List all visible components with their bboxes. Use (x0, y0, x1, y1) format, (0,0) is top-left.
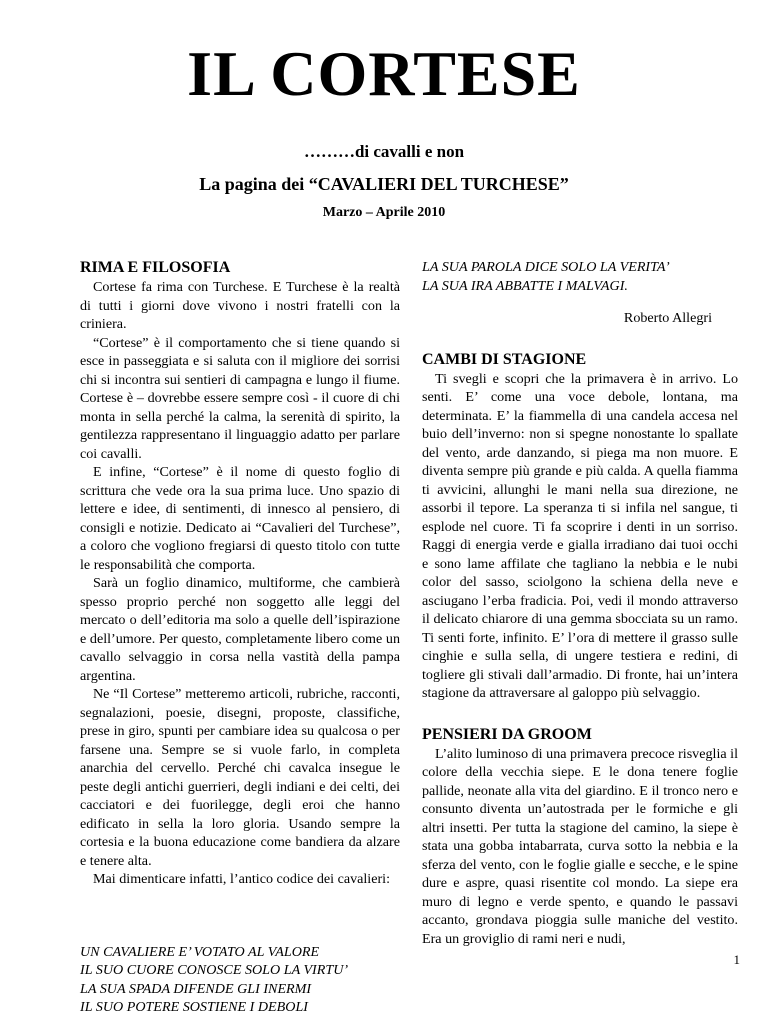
spacer (422, 703, 738, 725)
paragraph: E infine, “Cortese” è il nome di questo foglio di scrittura che vede ora la sua prima luce. Uno spazio di lettere e idee, di sentimenti, di innesco al pensiero, di consigli e notizie. Dedicato ai “Cavalieri del Turchese”, a coloro che vogliono fregiarsi di questo titolo con tutte le responsabilità che comporta. (80, 464, 400, 573)
knight-code-poem (80, 943, 400, 1017)
right-column (422, 258, 738, 948)
poem-line: IL SUO CUORE CONOSCE SOLO LA VIRTU’ (80, 962, 349, 978)
tagline: ………di cavalli e non (303, 142, 465, 161)
paragraph: L’alito luminoso di una primavera precoce risveglia il colore della vecchia siepe. E le dona tenere foglie pallide, neonate alla vita del giardino. E il tronco nero e consunto diventa un’autostrada per le formiche e gli altri insetti. Per tutta la stagione del camino, la siepe è stata una gobba intabarrata, curva sotto la nebbia e la sferza del vento, con le foglie gialle e secche, e le spine dure e aspre, quasi risentite col mondo. La siepe era muro di legno e verde spento, e quando le passavi accanto, grondava pioggia sulle maniche del vestito. Era un groviglio di rami neri e nudi, (422, 745, 738, 947)
paragraph: Sarà un foglio dinamico, multiforme, che cambierà spesso proprio perché non soggetto alle leggi del mercato o dell’editoria ma solo a quelle dell’ispirazione e dell’umore. Per questo, completamente libero come un cavallo selvaggio in corsa nella vastità della pampa argentina. (80, 575, 400, 684)
newsletter-title: IL CORTESE (187, 38, 581, 109)
page-number: 1 (733, 952, 740, 967)
poem-line: LA SUA SPADA DIFENDE GLI INERMI (80, 980, 312, 997)
poem-line: LA SUA IRA ABBATTE I MALVAGI. (422, 277, 628, 294)
author-signature: Roberto Allegri (623, 310, 712, 326)
paragraph: Ti svegli e scopri che la primavera è in arrivo. Lo senti. E’ come una voce debole, lontana, ma determinata. E’ la fiammella di una candela accesa nel buio dell’inverno: non si spegne nonostante lo spallate del vento, arde danzando, si piega ma non muore. E diventa sempre più grande e più calda. A quella fiamma ti avvicini, allunghi le mani nella sua direzione, ne assorbi il tepore. La speranza ti si infila nel sangue, ti esplode nel cuore. Ti fa scoprire i denti in un sorriso. Raggi di energia verde e gialla irradiano dai tuoi occhi e sono lame affilate che tagliano la nebbia e le nubi color del sasso, sciolgono la schiena della neve e asciugano l’erba fradicia. Poi, vedi il mondo attraverso il delicato chiarore di una gemma sbocciata su un ramo. Ti senti forte, infinito. E’ l’ora di mettere il grasso sulle cinghie e sulla sella, di ungere testiera e redini, di togliere gli stivali dall’armadio. Di fronte, hai un’intera stagione da attraversare al galoppo più selvaggio. (422, 370, 738, 701)
section-heading-rima: RIMA E FILOSOFIA (80, 259, 231, 276)
spacer (80, 889, 400, 943)
paragraph: “Cortese” è il comportamento che si tiene quando si esce in passeggiata e si saluta con il migliore dei sorrisi chi si incontra sui sentieri di campagna e lungo il fiume. Cortese è – dovrebbe essere sempre così - il cuore di chi monta in sella perché la calma, la serenità di spirito, la gentilezza rappresentano il linguaggio adatto per parlare coi cavalli. (80, 334, 400, 462)
section-heading-pensieri: PENSIERI DA GROOM (422, 725, 592, 743)
section-heading-cambi: CAMBI DI STAGIONE (422, 350, 587, 368)
paragraph: Ne “Il Cortese” metteremo articoli, rubriche, racconti, segnalazioni, poesie, disegni, proposte, classifiche, prese in giro, spunti per cambiare idea su qualcosa o per farsene una. Sempre se si vuole farlo, in completa anarchia del cervello. Perché chi cavalca insegue le peste degli antichi guerrieri, degli indiani e dei celti, dei cacciatori e dei fuorilegge, degli eroi che hanno edificato in sella la loro gloria. Usando sempre la cortesia e la buona educazione come bandiera da alzare e tenere alta. (80, 686, 400, 869)
poem-line: LA SUA PAROLA DICE SOLO LA VERITA’ (422, 259, 670, 275)
paragraph: Mai dimenticare infatti, l’antico codice dei cavalieri: (93, 871, 391, 887)
spacer (422, 328, 738, 350)
left-column (80, 258, 400, 1017)
poem-line: IL SUO POTERE SOSTIENE I DEBOLI (80, 999, 308, 1015)
knight-code-poem-continued (422, 258, 738, 295)
issue-date: Marzo – Aprile 2010 (322, 205, 446, 220)
subtitle: La pagina dei “CAVALIERI DEL TURCHESE” (199, 174, 569, 194)
poem-line: UN CAVALIERE E’ VOTATO AL VALORE (80, 943, 320, 960)
paragraph: Cortese fa rima con Turchese. E Turchese è la realtà di tutti i giorni dove vivono i nostri fratelli con la criniera. (80, 279, 400, 332)
